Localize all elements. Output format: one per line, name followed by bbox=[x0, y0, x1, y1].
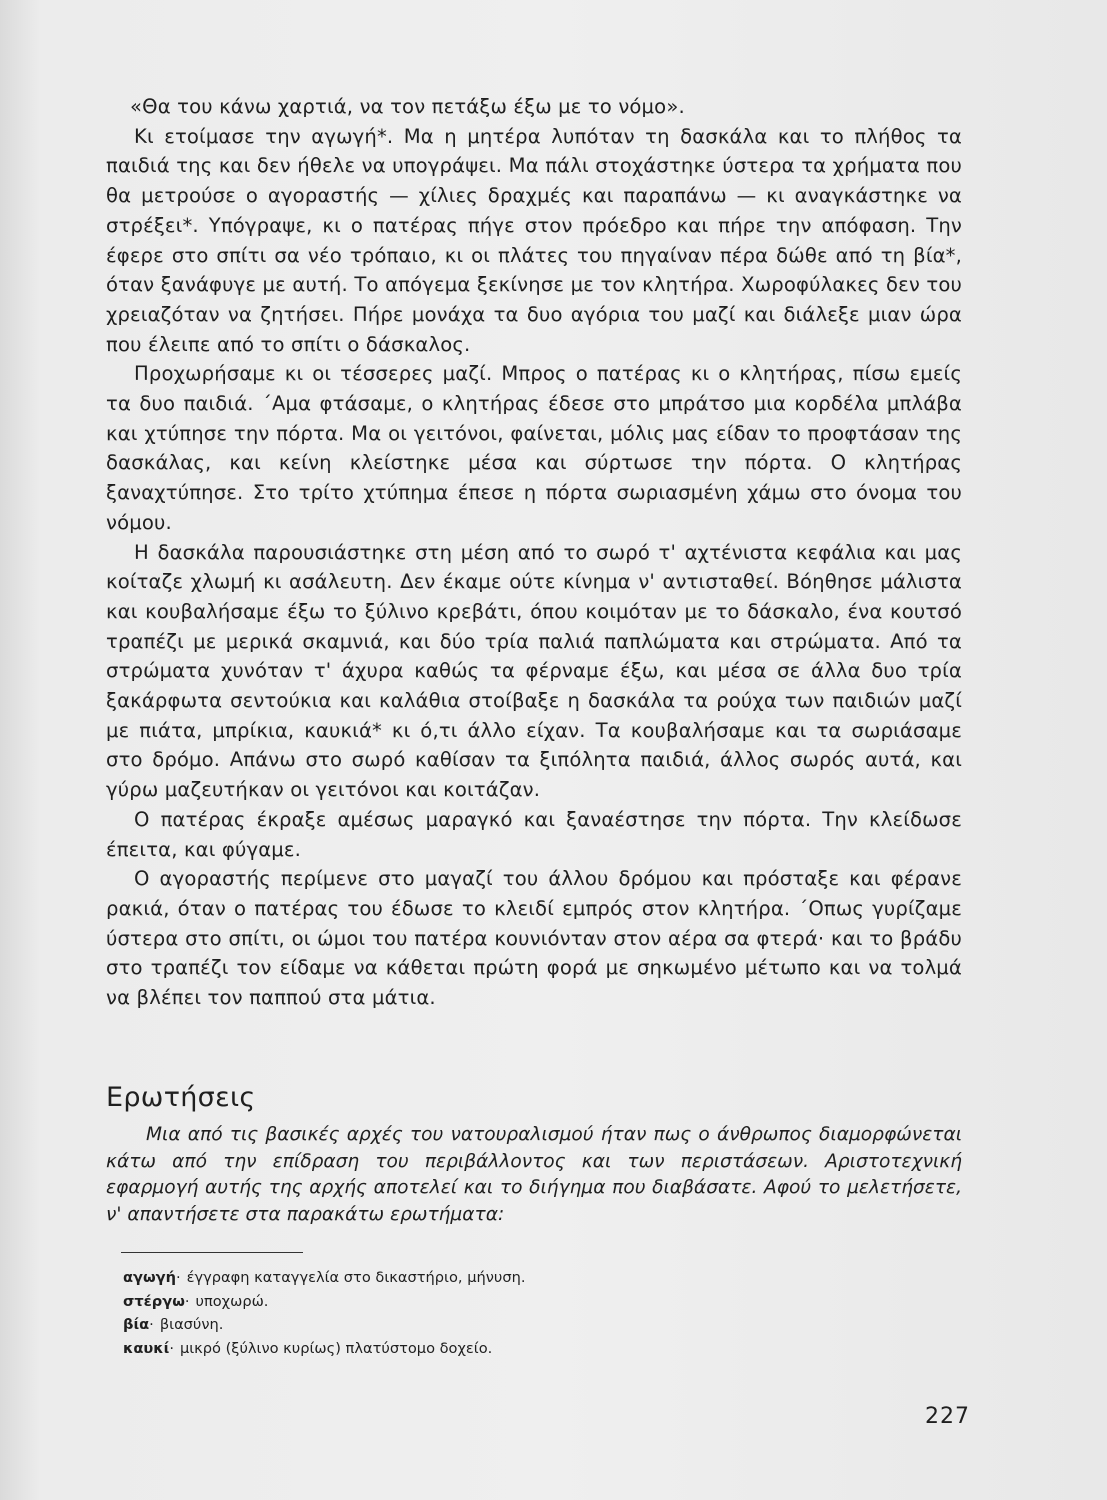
footnote-divider bbox=[121, 1252, 303, 1253]
glossary-term: βία bbox=[123, 1316, 150, 1333]
glossary-term: καυκί bbox=[123, 1339, 170, 1357]
glossary-entry: καυκί· μικρό (ξύλινο κυρίως) πλατύστομο δοχείο. bbox=[123, 1339, 493, 1357]
glossary-entry: αγωγή· έγγραφη καταγγελία στο δικαστήριο, μήνυση. bbox=[123, 1269, 526, 1286]
story-text bbox=[106, 92, 962, 1013]
glossary-definition: έγγραφη καταγγελία στο δικαστήριο, μήνυση. bbox=[186, 1269, 526, 1286]
paragraph: Η δασκάλα παρουσιάστηκε στη μέση από το σωρό τ' αχτένιστα κεφάλια και μας κοίταζε χλωμή κι ασάλευτη. Δεν έκαμε ούτε κίνημα ν' αντισταθεί. Βόηθησε μάλιστα και κουβαλήσαμε έξω το ξύλινο κρεβάτι, όπου κοιμόταν με το δάσκαλο, ένα κουτσό τραπέζι με μερικά σκαμνιά, και δύο τρία παλιά παπλώματα και στρώματα. Από τα στρώματα χυνόταν τ' άχυρα καθώς τα φέρναμε έξω, και μέσα σε άλλα δυο τρία ξακάρφωτα σεντούκια και καλάθια στοίβαξε η δασκάλα τα ρούχα των παιδιών μαζί με πιάτα, μπρίκια, καυκιά* κι ό,τι άλλο είχαν. Τα κουβαλήσαμε και τα σωριάσαμε στο δρόμο. Απάνω στο σωρό καθίσαν τα ξιπόλητα παιδιά, άλλος σωρός αυτά, και γύρω μαζευτήκαν οι γειτόνοι και κοιτάζαν. bbox=[106, 540, 962, 802]
glossary-definition: υποχωρώ. bbox=[195, 1292, 269, 1310]
glossary-entry: στέργω· υποχωρώ. bbox=[123, 1292, 269, 1310]
page-number: 227 bbox=[925, 1404, 970, 1429]
glossary-definition: βιασύνη. bbox=[159, 1316, 224, 1333]
section-title: Ερωτήσεις bbox=[106, 1082, 256, 1113]
glossary-term: στέργω bbox=[123, 1292, 185, 1310]
glossary-entry: βία· βιασύνη. bbox=[123, 1316, 224, 1333]
paragraph: Κι ετοίμασε την αγωγή*. Μα η μητέρα λυπόταν τη δασκάλα και το πλήθος τα παιδιά της και δεν ήθελε να υπογράψει. Μα πάλι στοχάστηκε ύστερα τα χρήματα που θα μετρούσε ο αγοραστής — χίλιες δραχμές και παραπάνω — κι αναγκάστηκε να στρέξει*. Υπόγραψε, κι ο πατέρας πήγε στον πρόεδρο και πήρε την απόφαση. Την έφερε στο σπίτι σα νέο τρόπαιο, κι οι πλάτες του πηγαίναν πέρα δώθε από τη βία*, όταν ξανάφυγε με αυτή. Το απόγεμα ξεκίνησε με τον κλητήρα. Χωροφύλακες δεν του χρειαζόταν να ζητήσει. Πήρε μονάχα τα δυο αγόρια του μαζί και διάλεξε μιαν ώρα που έλειπε από το σπίτι ο δάσκαλος. bbox=[106, 124, 962, 356]
glossary-definition: μικρό (ξύλινο κυρίως) πλατύστομο δοχείο. bbox=[179, 1339, 493, 1357]
paragraph: Ο πατέρας έκραξε αμέσως μαραγκό και ξαναέστησε την πόρτα. Την κλείδωσε έπειτα, και φύγαμε. bbox=[106, 807, 962, 861]
glossary-term: αγωγή bbox=[123, 1269, 176, 1286]
paragraph: Προχωρήσαμε κι οι τέσσερες μαζί. Μπρος ο πατέρας κι ο κλητήρας, πίσω εμείς τα δυο παιδιά. ΄Αμα φτάσαμε, ο κλητήρας έδεσε στο μπράτσο μια κορδέλα μπλάβα και χτύπησε την πόρτα. Μα οι γειτόνοι, φαίνεται, μόλις μας είδαν το προφτάσαν της δασκάλας, και κείνη κλείστηκε μέσα και σύρτωσε την πόρτα. Ο κλητήρας ξαναχτύπησε. Στο τρίτο χτύπημα έπεσε η πόρτα σωριασμένη χάμω στο όνομα του νόμου. bbox=[106, 362, 962, 534]
paragraph: Ο αγοραστής περίμενε στο μαγαζί του άλλου δρόμου και πρόσταξε και φέρανε ρακιά, όταν ο πατέρας του έδωσε το κλειδί εμπρός στον κλητήρα. ΄Οπως γυρίζαμε ύστερα στο σπίτι, οι ώμοι του πατέρα κουνιόνταν στον αέρα σα φτερά· και το βράδυ στο τραπέζι τον είδαμε να κάθεται πρώτη φορά με σηκωμένο μέτωπο και να τολμά να βλέπει τον παππού στα μάτια. bbox=[106, 867, 962, 1010]
questions-intro: Μια από τις βασικές αρχές του νατουραλισμού ήταν πως ο άνθρωπος διαμορφώνεται κάτω από την επίδραση του περιβάλλοντος και των περιστάσεων. Αριστοτεχνική εφαρμογή αυτής της αρχής αποτελεί και το διήγημα που διαβάσατε. Αφού το μελετήσετε, ν' απαντήσετε στα παρακάτω ερωτήματα: bbox=[106, 1124, 962, 1225]
paragraph: «Θα του κάνω χαρτιά, να τον πετάξω έξω με το νόμο». bbox=[130, 95, 685, 118]
glossary bbox=[123, 1266, 923, 1360]
